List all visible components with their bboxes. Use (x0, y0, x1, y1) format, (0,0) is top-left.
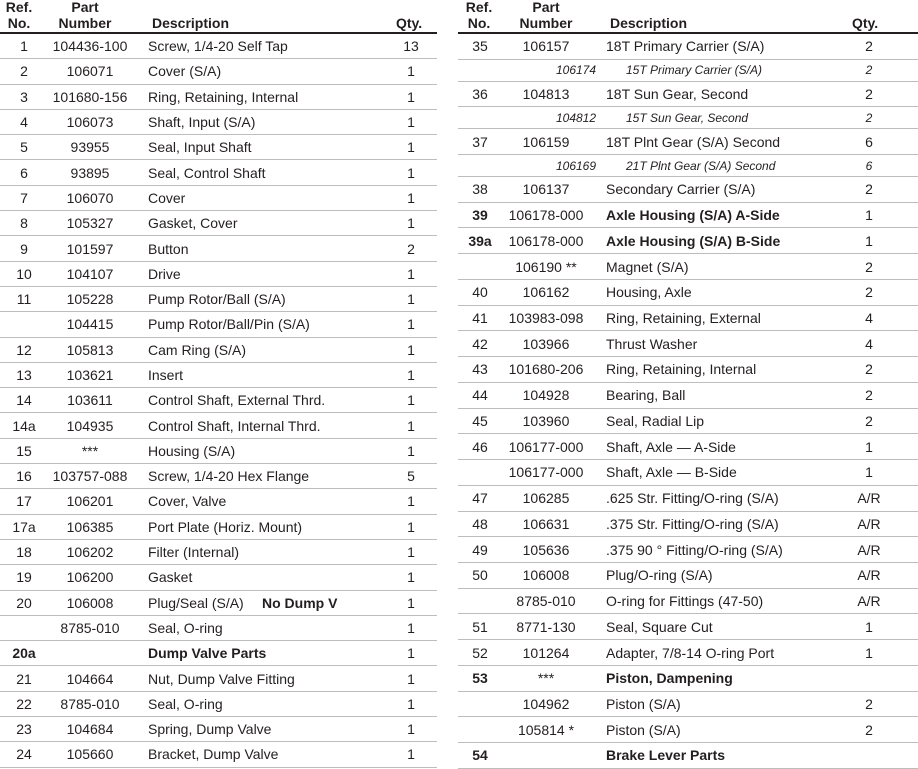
table-row (0, 413, 437, 438)
table-row (0, 439, 437, 464)
qty-cell: 1 (407, 291, 415, 308)
part-number-cell: 104812 (555, 110, 597, 125)
ref-cell: 45 (472, 412, 488, 429)
table-row (0, 591, 437, 616)
part-number-cell: 106008 (66, 594, 114, 611)
part-number-cell: 93955 (70, 139, 110, 156)
table-row (458, 460, 918, 486)
description-cell: Plug/Seal (S/A) (148, 594, 244, 611)
qty-header: Qty. (852, 15, 879, 31)
table-row (0, 515, 437, 540)
table-row (0, 565, 437, 590)
note-cell: No Dump V (262, 594, 338, 611)
description-cell: Magnet (S/A) (606, 258, 689, 275)
qty-cell: 6 (865, 158, 873, 173)
qty-cell: 4 (865, 335, 873, 352)
description-cell: Axle Housing (S/A) B-Side (606, 232, 781, 249)
description-cell: Button (148, 240, 189, 257)
table-row (458, 486, 918, 512)
table-row (458, 280, 918, 306)
ref-cell: 2 (20, 63, 28, 80)
qty-cell: 1 (407, 670, 415, 687)
description-cell: Adapter, 7/8-14 O-ring Port (606, 644, 775, 661)
description-cell: Dump Valve Parts (148, 645, 267, 662)
part-number-cell: 106157 (522, 38, 570, 55)
ref-cell: 18 (16, 544, 32, 561)
description-cell: 18T Plnt Gear (S/A) Second (606, 133, 781, 150)
qty-cell: 1 (407, 518, 415, 535)
description-cell: Bearing, Ball (606, 387, 686, 404)
ref-cell: 11 (16, 291, 32, 308)
qty-cell: 1 (865, 232, 873, 249)
description-cell: 15T Primary Carrier (S/A) (626, 63, 763, 78)
description-cell: Thrust Washer (606, 335, 698, 352)
table-row (0, 312, 437, 337)
qty-cell: A/R (857, 541, 881, 558)
qty-cell: 2 (865, 181, 873, 198)
description-cell: Axle Housing (S/A) A-Side (606, 207, 780, 224)
description-cell: Seal, O-ring (148, 695, 223, 712)
part-number-cell: 106631 (522, 515, 570, 532)
part-number-cell: 106201 (66, 493, 114, 510)
description-cell: Filter (Internal) (148, 544, 240, 561)
part-number-cell: 101680-156 (52, 88, 128, 105)
table-row (458, 82, 918, 108)
ref-cell: 53 (472, 670, 488, 687)
ref-cell: 19 (16, 569, 32, 586)
table-row (0, 85, 437, 110)
table-row (458, 666, 918, 692)
qty-cell: 1 (407, 63, 415, 80)
part-number-cell: 106169 (555, 158, 597, 173)
qty-cell: 1 (407, 164, 415, 181)
part-number-cell: 101597 (66, 240, 114, 257)
ref-cell: 51 (472, 618, 488, 635)
table-row (0, 287, 437, 312)
description-cell: Control Shaft, External Thrd. (148, 392, 326, 409)
part-number-cell: 105814 * (517, 721, 575, 738)
description-cell: Piston, Dampening (606, 670, 733, 687)
qty-cell: 1 (407, 544, 415, 561)
ref-cell: 17 (16, 493, 32, 510)
qty-cell: 1 (407, 746, 415, 763)
table-row (458, 383, 918, 409)
qty-cell: 2 (865, 284, 873, 301)
table-row (0, 236, 437, 261)
table-row (458, 717, 918, 743)
qty-cell: A/R (857, 515, 881, 532)
description-header: Description (610, 15, 688, 31)
description-cell: Insert (148, 367, 184, 383)
ref-header-top: Ref. (5, 0, 33, 15)
ref-cell: 52 (472, 644, 488, 661)
description-cell: Drive (148, 265, 181, 282)
parts-table-left (0, 0, 437, 768)
table-row (0, 34, 437, 59)
table-row (0, 211, 437, 236)
qty-cell: 2 (865, 361, 873, 378)
description-cell: Shaft, Axle — A-Side (606, 438, 736, 455)
qty-header: Qty. (396, 15, 423, 31)
ref-cell: 44 (472, 387, 488, 404)
table-row (458, 228, 918, 254)
ref-cell: 24 (16, 746, 32, 763)
description-cell: Gasket (148, 569, 193, 586)
table-body (0, 34, 437, 768)
part-number-cell: 105636 (522, 541, 570, 558)
description-cell: Nut, Dump Valve Fitting (148, 670, 295, 687)
ref-header-bottom: No. (467, 15, 491, 31)
qty-cell: 1 (407, 215, 415, 232)
table-row (0, 110, 437, 135)
description-cell: Piston (S/A) (606, 696, 681, 713)
description-cell: Housing (S/A) (148, 442, 236, 459)
part-number-cell: 105228 (66, 291, 114, 308)
description-cell: Seal, O-ring (148, 619, 223, 636)
ref-cell: 9 (20, 240, 28, 257)
ref-cell: 13 (16, 367, 32, 383)
ref-cell: 22 (16, 695, 32, 712)
description-cell: Ring, Retaining, Internal (606, 361, 757, 378)
qty-cell: 1 (407, 392, 415, 409)
part-number-cell: 106285 (522, 490, 570, 507)
table-row (0, 464, 437, 489)
ref-cell: 43 (472, 361, 488, 378)
table-row (0, 135, 437, 160)
qty-cell: 13 (403, 38, 419, 55)
ref-cell: 42 (472, 335, 488, 352)
description-cell: Cam Ring (S/A) (148, 341, 247, 358)
table-row (458, 614, 918, 640)
description-cell: Shaft, Axle — B-Side (606, 464, 737, 481)
ref-cell: 14 (16, 392, 32, 409)
description-cell: Plug/O-ring (S/A) (606, 567, 713, 584)
qty-cell: 2 (865, 63, 873, 78)
qty-cell: 1 (407, 265, 415, 282)
part-number-cell: 104415 (66, 316, 114, 333)
table-row (0, 489, 437, 514)
part-header-top: Part (71, 0, 99, 15)
part-number-cell: 103621 (66, 367, 114, 383)
table-row (458, 60, 918, 82)
table-row (458, 203, 918, 229)
qty-cell: 1 (407, 569, 415, 586)
description-cell: Control Shaft, Internal Thrd. (148, 417, 321, 434)
part-number-cell: 104436-100 (52, 38, 128, 55)
part-number-cell: 106177-000 (508, 464, 584, 481)
part-number-cell: 103983-098 (508, 310, 584, 326)
table-row (458, 107, 918, 129)
qty-cell: 5 (407, 468, 415, 485)
qty-cell: 1 (407, 341, 415, 358)
ref-header-top: Ref. (465, 0, 493, 15)
qty-cell: 2 (407, 240, 415, 257)
ref-cell: 7 (20, 189, 28, 206)
part-number-cell: 106200 (66, 569, 114, 586)
part-number-cell: 8785-010 (60, 619, 120, 636)
description-cell: O-ring for Fittings (47-50) (606, 593, 764, 610)
description-cell: Shaft, Input (S/A) (148, 114, 256, 131)
description-cell: Cover, Valve (148, 493, 227, 510)
qty-cell: 1 (407, 139, 415, 156)
part-number-cell: 104813 (522, 86, 570, 103)
table-row (0, 59, 437, 84)
part-number-cell: 106162 (522, 284, 570, 301)
ref-cell: 4 (20, 114, 28, 131)
qty-cell: 4 (865, 310, 873, 326)
qty-cell: 1 (407, 88, 415, 105)
part-number-cell: 106071 (66, 63, 114, 80)
table-row (458, 177, 918, 203)
description-cell: 15T Sun Gear, Second (626, 110, 749, 125)
part-number-cell: 106137 (522, 181, 570, 198)
table-row (0, 186, 437, 211)
description-cell: Cover (148, 189, 186, 206)
table-row (458, 743, 918, 769)
description-cell: Bracket, Dump Valve (148, 746, 279, 763)
qty-cell: 2 (865, 38, 873, 55)
ref-cell: 15 (16, 442, 32, 459)
table-row (458, 512, 918, 538)
table-row (0, 692, 437, 717)
description-cell: .375 90 ° Fitting/O-ring (S/A) (606, 541, 783, 558)
qty-cell: 1 (407, 594, 415, 611)
description-cell: Screw, 1/4-20 Hex Flange (148, 468, 310, 485)
description-cell: Ring, Retaining, External (606, 310, 761, 326)
part-number-cell: *** (81, 442, 99, 459)
part-number-cell: 104962 (522, 696, 570, 713)
part-number-cell: 105660 (66, 746, 114, 763)
qty-cell: 1 (407, 189, 415, 206)
qty-cell: 1 (407, 645, 415, 662)
qty-cell: 1 (865, 438, 873, 455)
parts-table-right (458, 0, 918, 769)
table-row (458, 254, 918, 280)
table-row (458, 563, 918, 589)
table-row (458, 357, 918, 383)
part-header-bottom: Number (519, 15, 573, 31)
part-number-cell: 101680-206 (508, 361, 584, 378)
part-number-cell: 103757-088 (52, 468, 128, 485)
table-row (0, 363, 437, 388)
description-cell: 18T Primary Carrier (S/A) (606, 38, 765, 55)
ref-header-bottom: No. (7, 15, 31, 31)
description-cell: Brake Lever Parts (606, 747, 726, 764)
ref-cell: 47 (472, 490, 488, 507)
table-header (458, 0, 918, 34)
ref-cell: 20a (12, 645, 36, 662)
qty-cell: 1 (865, 464, 873, 481)
description-cell: 18T Sun Gear, Second (606, 86, 749, 103)
table-row (458, 537, 918, 563)
qty-cell: 1 (407, 695, 415, 712)
ref-cell: 21 (16, 670, 32, 687)
description-cell: Screw, 1/4-20 Self Tap (148, 38, 288, 55)
description-cell: .625 Str. Fitting/O-ring (S/A) (606, 490, 779, 507)
qty-cell: 2 (865, 258, 873, 275)
table-row (0, 388, 437, 413)
part-number-cell: 105813 (66, 341, 114, 358)
ref-cell: 8 (20, 215, 28, 232)
ref-cell: 38 (472, 181, 488, 198)
table-row (458, 692, 918, 718)
part-header-top: Part (532, 0, 560, 15)
part-number-cell: 104935 (66, 417, 114, 434)
part-number-cell: 106070 (66, 189, 114, 206)
ref-cell: 41 (472, 310, 488, 326)
ref-cell: 49 (472, 541, 488, 558)
qty-cell: 2 (865, 721, 873, 738)
table-row (0, 160, 437, 185)
description-cell: Seal, Radial Lip (606, 412, 705, 429)
part-number-cell: 103960 (522, 412, 570, 429)
table-row (458, 331, 918, 357)
part-number-cell: 103611 (67, 392, 113, 409)
table-row (458, 640, 918, 666)
description-cell: Pump Rotor/Ball/Pin (S/A) (148, 316, 310, 333)
table-row (458, 434, 918, 460)
table-row (458, 589, 918, 615)
qty-cell: 1 (407, 316, 415, 333)
ref-cell: 40 (472, 284, 488, 301)
description-cell: 21T Plnt Gear (S/A) Second (626, 158, 776, 173)
qty-cell: A/R (857, 593, 881, 610)
table-row (0, 540, 437, 565)
qty-cell: 2 (865, 696, 873, 713)
ref-cell: 50 (472, 567, 488, 584)
part-number-cell: 106008 (522, 567, 570, 584)
part-number-cell: 104664 (66, 670, 114, 687)
description-cell: Seal, Input Shaft (148, 139, 252, 156)
description-cell: Seal, Square Cut (606, 618, 713, 635)
qty-cell: 6 (865, 133, 873, 150)
qty-cell: 2 (865, 387, 873, 404)
table-row (0, 616, 437, 641)
table-row (0, 641, 437, 666)
part-number-cell: 101264 (522, 644, 570, 661)
description-cell: Gasket, Cover (148, 215, 238, 232)
table-header (0, 0, 437, 34)
description-cell: Pump Rotor/Ball (S/A) (148, 291, 286, 308)
ref-cell: 16 (16, 468, 32, 485)
qty-cell: 1 (407, 721, 415, 738)
part-number-cell: 103966 (522, 335, 570, 352)
description-cell: .375 Str. Fitting/O-ring (S/A) (606, 515, 779, 532)
description-cell: Seal, Control Shaft (148, 164, 266, 181)
ref-cell: 35 (472, 38, 488, 55)
ref-cell: 46 (472, 438, 488, 455)
table-row (458, 306, 918, 332)
part-number-cell: 93895 (70, 164, 110, 181)
qty-cell: 1 (407, 417, 415, 434)
table-row (458, 155, 918, 177)
qty-cell: 1 (407, 442, 415, 459)
qty-cell: 2 (865, 110, 873, 125)
table-row (458, 34, 918, 60)
ref-cell: 6 (20, 164, 28, 181)
ref-cell: 17a (12, 518, 36, 535)
part-number-cell: 106177-000 (508, 438, 584, 455)
qty-cell: 1 (865, 644, 873, 661)
part-number-cell: 106385 (66, 518, 114, 535)
description-cell: Spring, Dump Valve (148, 721, 272, 738)
part-number-cell: 106174 (555, 63, 597, 78)
ref-cell: 36 (472, 86, 488, 103)
ref-cell: 37 (472, 133, 488, 150)
table-row (0, 262, 437, 287)
qty-cell: 1 (407, 367, 415, 383)
ref-cell: 39 (472, 207, 488, 224)
part-number-cell: 104928 (522, 387, 570, 404)
qty-cell: 2 (865, 86, 873, 103)
table-row (0, 717, 437, 742)
table-body (458, 34, 918, 769)
part-number-cell: 106178-000 (508, 207, 584, 224)
ref-cell: 3 (20, 88, 28, 105)
ref-cell: 39a (468, 232, 492, 249)
description-header: Description (152, 15, 230, 31)
part-number-cell: 106178-000 (508, 232, 584, 249)
part-header-bottom: Number (58, 15, 112, 31)
ref-cell: 12 (16, 341, 32, 358)
ref-cell: 20 (16, 594, 32, 611)
part-number-cell: 106159 (522, 133, 570, 150)
table-row (0, 742, 437, 767)
part-number-cell: 8785-010 (516, 593, 576, 610)
description-cell: Port Plate (Horiz. Mount) (148, 518, 303, 535)
qty-cell: 1 (865, 618, 873, 635)
table-row (0, 666, 437, 691)
qty-cell: 1 (407, 114, 415, 131)
part-number-cell: 106073 (66, 114, 114, 131)
table-row (0, 338, 437, 363)
ref-cell: 48 (472, 515, 488, 532)
qty-cell: 1 (407, 493, 415, 510)
ref-cell: 23 (16, 721, 32, 738)
ref-cell: 5 (20, 139, 28, 156)
description-cell: Ring, Retaining, Internal (148, 88, 299, 105)
qty-cell: A/R (857, 490, 881, 507)
qty-cell: 2 (865, 412, 873, 429)
part-number-cell: 8771-130 (516, 618, 576, 635)
ref-cell: 54 (472, 747, 488, 764)
qty-cell: 1 (865, 207, 873, 224)
ref-cell: 10 (16, 265, 32, 282)
table-row (458, 409, 918, 435)
description-cell: Secondary Carrier (S/A) (606, 181, 756, 198)
part-number-cell: 8785-010 (60, 695, 120, 712)
qty-cell: A/R (857, 567, 881, 584)
part-number-cell: 106202 (66, 544, 114, 561)
ref-cell: 14a (12, 417, 36, 434)
part-number-cell: *** (537, 670, 555, 687)
description-cell: Piston (S/A) (606, 721, 681, 738)
part-number-cell: 104684 (66, 721, 114, 738)
description-cell: Cover (S/A) (148, 63, 222, 80)
part-number-cell: 104107 (66, 265, 114, 282)
table-row (458, 129, 918, 155)
qty-cell: 1 (407, 619, 415, 636)
part-number-cell: 105327 (66, 215, 114, 232)
description-cell: Housing, Axle (606, 284, 692, 301)
ref-cell: 1 (20, 38, 28, 55)
part-number-cell: 106190 ** (515, 258, 577, 275)
